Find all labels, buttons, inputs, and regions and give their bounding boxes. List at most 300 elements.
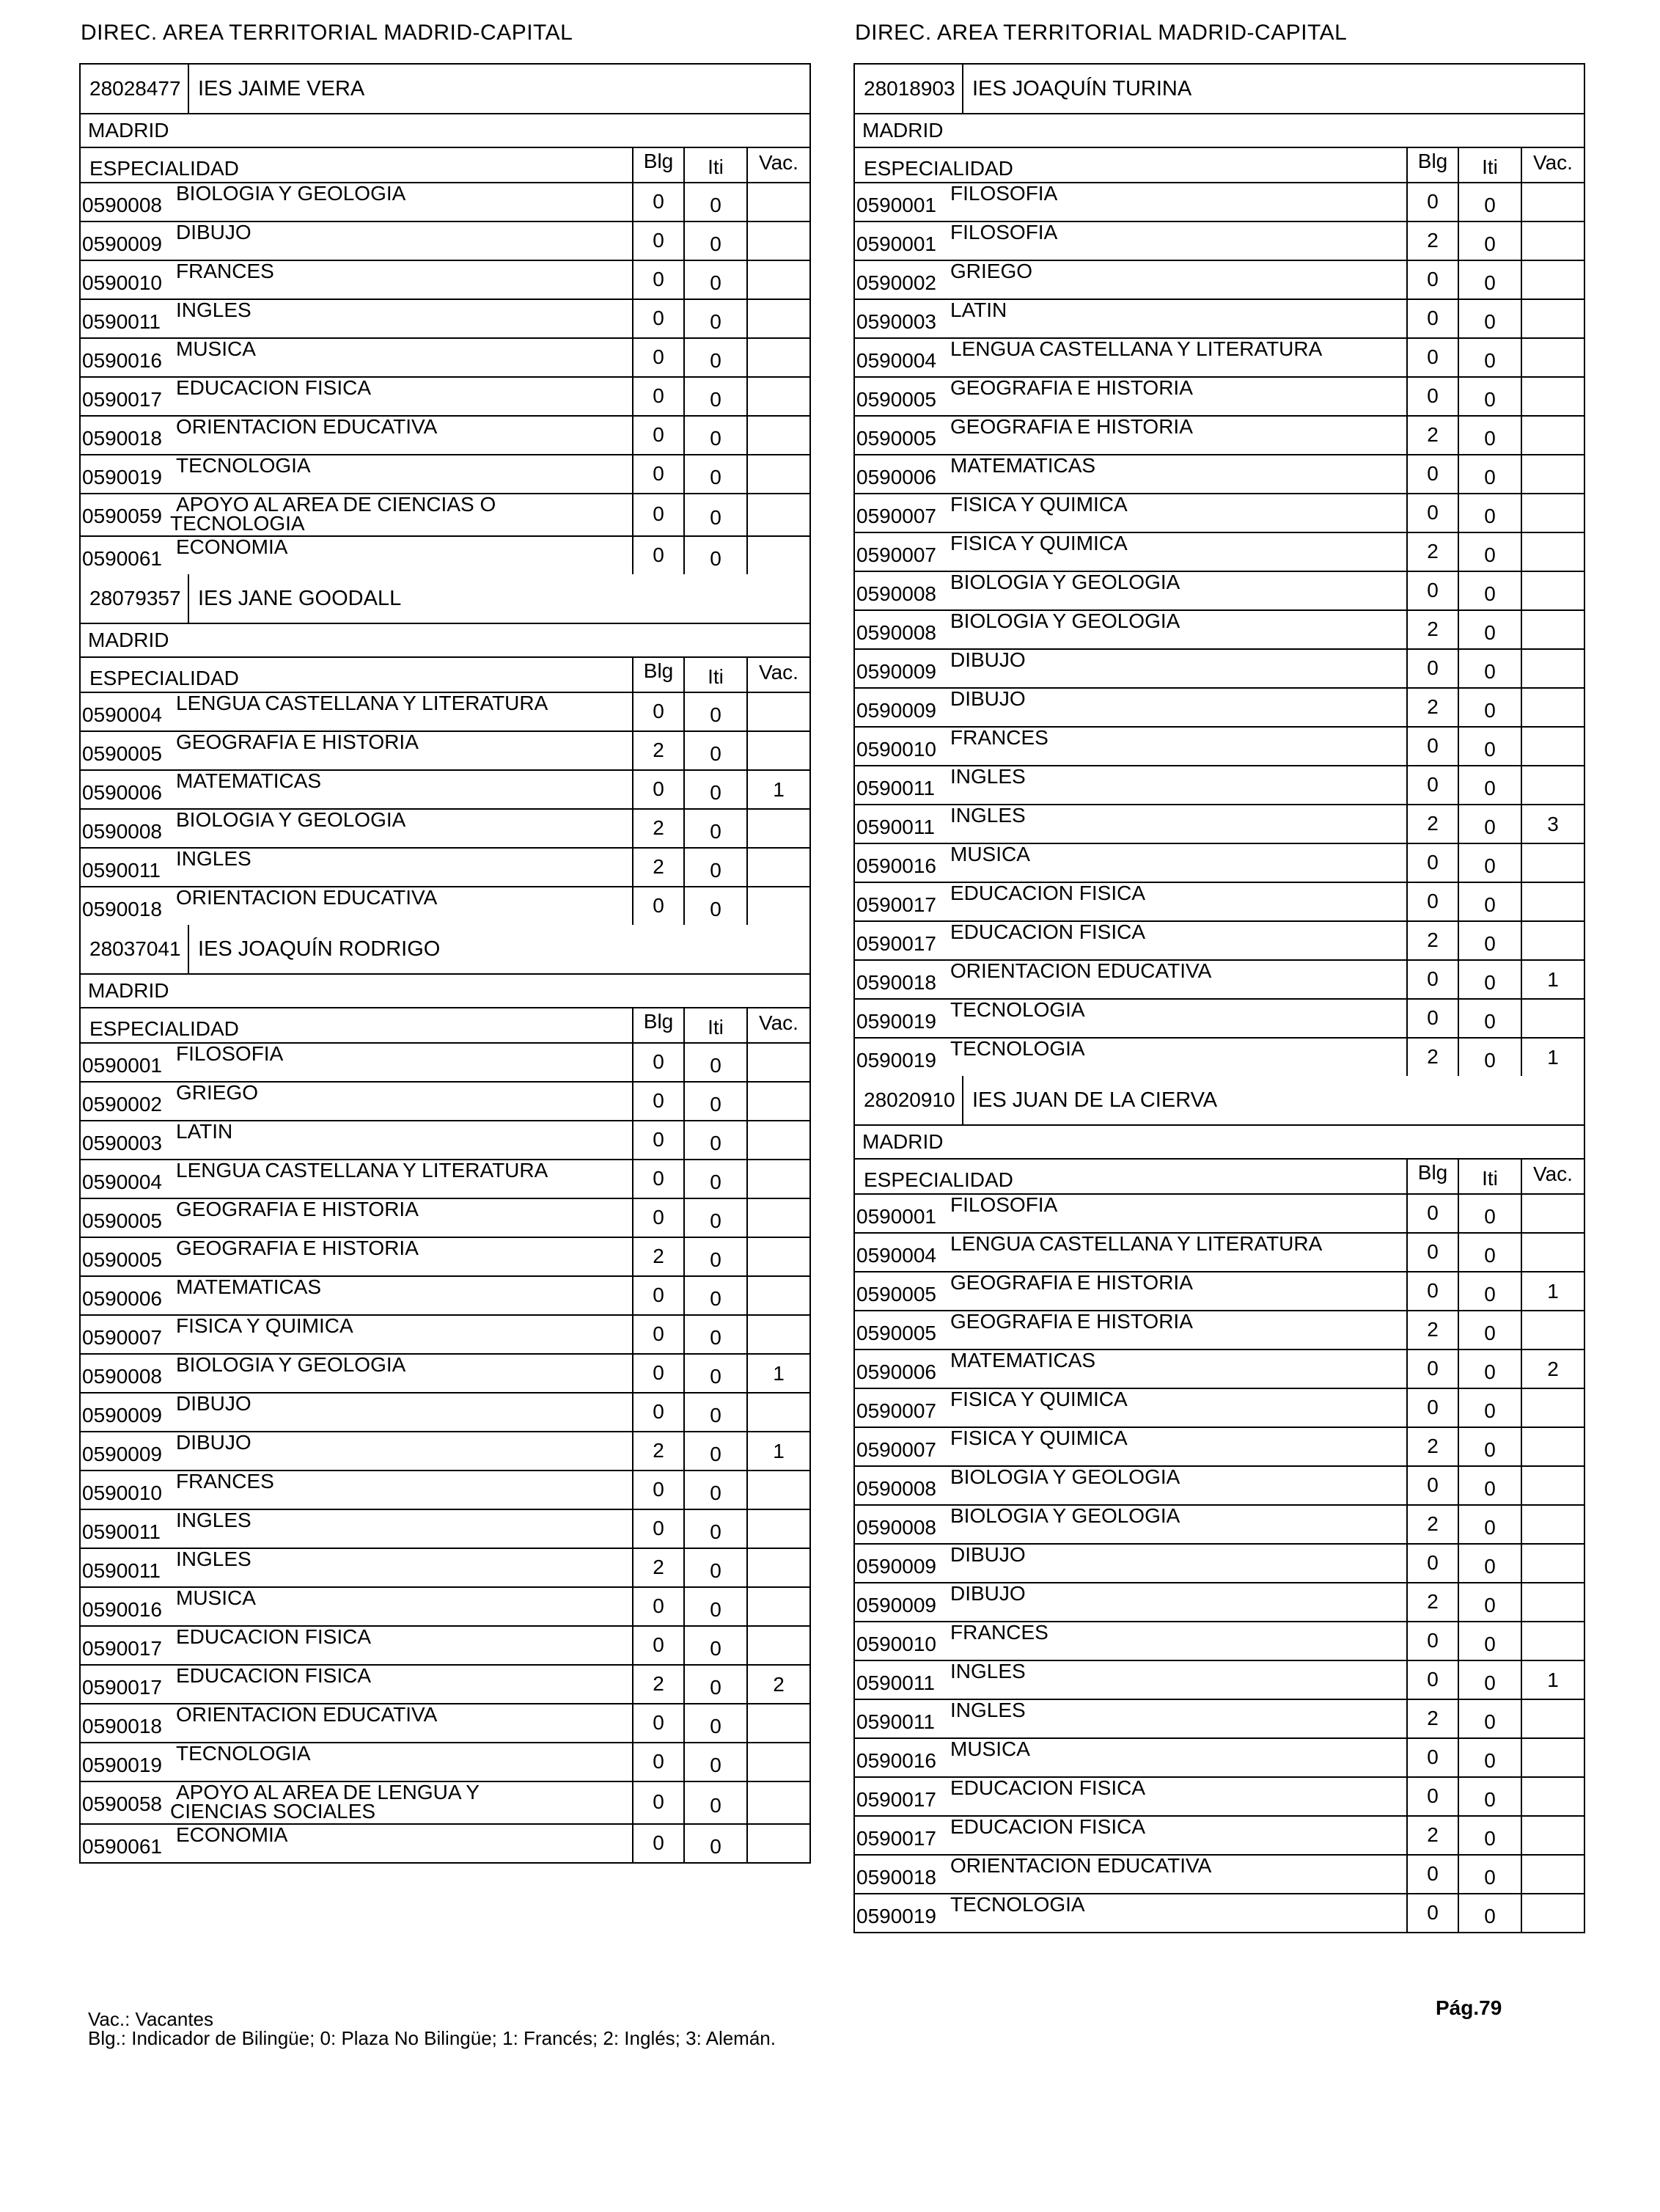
row-specialty	[855, 1350, 1406, 1388]
cell-blg: 0	[1406, 378, 1458, 415]
header-especialidad: ESPECIALIDAD	[864, 1168, 1013, 1191]
specialty-name-line: FILOSOFIA	[950, 1193, 1058, 1216]
table-header-row	[81, 1008, 809, 1044]
cell-iti: 0	[1458, 922, 1521, 959]
row-specialty	[855, 728, 1406, 765]
specialty-name-line: ORIENTACION EDUCATIVA	[176, 415, 438, 438]
specialty-code: 0590017	[82, 388, 163, 411]
specialty-name	[173, 1510, 632, 1548]
cell-blg: 0	[632, 771, 683, 808]
school-block	[853, 63, 1585, 1076]
specialty-code: 0590016	[82, 1598, 163, 1621]
cell-blg: 0	[1406, 183, 1458, 221]
specialty-name	[947, 183, 1406, 221]
specialty-name-line: GEOGRAFIA E HISTORIA	[950, 415, 1193, 438]
specialty-name	[947, 572, 1406, 609]
specialty-name	[947, 1350, 1406, 1388]
cell-blg: 2	[632, 849, 683, 886]
school-code: 28079357	[81, 574, 189, 623]
specialty-code: 0590004	[82, 703, 163, 726]
specialty-name	[173, 1316, 632, 1353]
school-code: 28028477	[81, 65, 189, 113]
table-header-row	[855, 1160, 1584, 1195]
specialty-name	[947, 1583, 1406, 1621]
specialty-name	[947, 1000, 1406, 1037]
specialty-name	[947, 1428, 1406, 1465]
cell-vac	[746, 1316, 809, 1353]
cell-iti: 0	[1458, 1894, 1521, 1932]
specialty-code: 0590019	[856, 1905, 937, 1927]
specialty-code: 0590018	[856, 971, 937, 994]
specialty-name-line: GEOGRAFIA E HISTORIA	[950, 1271, 1193, 1294]
cell-blg: 0	[1406, 961, 1458, 998]
cell-iti: 0	[1458, 766, 1521, 804]
row-specialty	[855, 1272, 1406, 1310]
specialty-name-line: MUSICA	[950, 843, 1030, 865]
specialty-name	[173, 537, 632, 574]
cell-iti: 0	[1458, 1700, 1521, 1737]
row-specialty	[855, 1389, 1406, 1427]
table-row	[855, 378, 1584, 417]
specialty-name-line: FISICA Y QUIMICA	[176, 1314, 353, 1337]
row-specialty	[81, 339, 632, 376]
cell-blg: 0	[1406, 650, 1458, 687]
specialty-name-line: EDUCACION FISICA	[176, 1625, 372, 1648]
cell-iti: 0	[1458, 533, 1521, 571]
header-especialidad: ESPECIALIDAD	[89, 157, 239, 180]
table-row	[81, 1044, 809, 1083]
row-specialty	[855, 844, 1406, 882]
row-specialty	[855, 183, 1406, 221]
specialty-name	[947, 805, 1406, 843]
cell-vac	[1521, 1311, 1584, 1349]
table-row	[855, 417, 1584, 455]
specialty-name-line: ORIENTACION EDUCATIVA	[176, 886, 438, 909]
header-iti: Iti	[683, 658, 746, 692]
row-specialty	[855, 1622, 1406, 1660]
table-row	[855, 1039, 1584, 1076]
table-row	[855, 339, 1584, 378]
specialty-name-line: EDUCACION FISICA	[176, 1664, 372, 1687]
cell-iti: 0	[683, 1432, 746, 1470]
table-row	[855, 300, 1584, 339]
header-blg: Blg	[632, 658, 683, 692]
cell-iti: 0	[1458, 1506, 1521, 1543]
cell-blg: 0	[632, 1044, 683, 1081]
cell-blg: 0	[632, 1510, 683, 1548]
school-town: MADRID	[81, 624, 809, 658]
cell-iti: 0	[1458, 728, 1521, 765]
table-row	[81, 222, 809, 261]
specialty-name-line: DIBUJO	[176, 1392, 251, 1415]
cell-vac	[1521, 728, 1584, 765]
specialty-name-line: GEOGRAFIA E HISTORIA	[176, 730, 419, 753]
cell-vac	[1521, 766, 1584, 804]
table-row	[855, 1234, 1584, 1272]
row-specialty	[81, 771, 632, 808]
cell-iti: 0	[1458, 1467, 1521, 1504]
cell-blg: 0	[632, 1704, 683, 1742]
cell-iti: 0	[1458, 650, 1521, 687]
cell-blg: 0	[632, 1627, 683, 1664]
row-specialty	[81, 1044, 632, 1081]
specialty-code: 0590008	[856, 582, 937, 605]
specialty-name	[173, 1471, 632, 1509]
cell-iti: 0	[1458, 1583, 1521, 1621]
specialty-code: 0590005	[82, 1209, 163, 1232]
specialty-name-line: INGLES	[176, 1509, 251, 1531]
school-block	[79, 574, 811, 925]
cell-iti: 0	[1458, 494, 1521, 532]
specialty-name-line: TECNOLOGIA	[950, 998, 1085, 1021]
school-town: MADRID	[81, 114, 809, 148]
cell-iti: 0	[683, 1782, 746, 1823]
specialty-name	[947, 378, 1406, 415]
cell-iti: 0	[683, 693, 746, 730]
specialty-name	[173, 1199, 632, 1237]
specialty-name-line: ECONOMIA	[176, 535, 288, 558]
specialty-name-line: FILOSOFIA	[950, 182, 1058, 205]
specialty-name-line: ORIENTACION EDUCATIVA	[950, 1854, 1212, 1877]
cell-vac	[746, 1238, 809, 1275]
specialty-name	[173, 1432, 632, 1470]
specialty-name	[173, 693, 632, 730]
cell-vac: 1	[1521, 1272, 1584, 1310]
specialty-name	[173, 222, 632, 260]
cell-vac	[1521, 1467, 1584, 1504]
specialty-name	[947, 1700, 1406, 1737]
cell-vac	[1521, 455, 1584, 493]
cell-vac	[1521, 1545, 1584, 1582]
cell-vac	[1521, 844, 1584, 882]
cell-vac	[1521, 1778, 1584, 1815]
specialty-name-line: BIOLOGIA Y GEOLOGIA	[950, 1504, 1180, 1527]
cell-vac	[746, 1743, 809, 1781]
school-block	[79, 925, 811, 1864]
table-row	[81, 455, 809, 494]
specialty-name	[173, 339, 632, 376]
specialty-name	[947, 611, 1406, 648]
row-specialty	[855, 1428, 1406, 1465]
specialty-code: 0590011	[82, 1520, 161, 1543]
table-row	[81, 1627, 809, 1666]
specialty-name	[173, 1588, 632, 1625]
specialty-name-line: CIENCIAS SOCIALES	[170, 1800, 376, 1823]
cell-blg: 0	[632, 1316, 683, 1353]
cell-blg: 0	[632, 693, 683, 730]
row-specialty	[81, 1160, 632, 1198]
specialty-name-line: DIBUJO	[950, 687, 1026, 710]
specialty-code: 0590011	[856, 816, 935, 838]
school-town: MADRID	[81, 975, 809, 1008]
specialty-code: 0590009	[856, 699, 937, 722]
specialty-code: 0590059	[82, 505, 163, 527]
specialty-code: 0590019	[856, 1049, 937, 1072]
specialty-code: 0590058	[82, 1792, 163, 1815]
school-name: IES JUAN DE LA CIERVA	[972, 1088, 1218, 1112]
cell-blg: 2	[632, 1666, 683, 1703]
cell-vac	[746, 1825, 809, 1862]
specialty-name	[947, 1661, 1406, 1699]
cell-iti: 0	[683, 300, 746, 337]
specialty-name-line: MATEMATICAS	[176, 769, 322, 792]
cell-blg: 0	[1406, 261, 1458, 299]
row-specialty	[81, 887, 632, 925]
specialty-name	[947, 1894, 1406, 1932]
specialty-name-line: FILOSOFIA	[950, 221, 1058, 243]
table-row	[855, 455, 1584, 494]
header-blg: Blg	[632, 148, 683, 182]
cell-blg: 0	[632, 1471, 683, 1509]
specialty-name-line: APOYO AL AREA DE CIENCIAS O	[176, 493, 496, 516]
cell-blg: 0	[1406, 844, 1458, 882]
specialty-name	[947, 1467, 1406, 1504]
specialty-name-line: GRIEGO	[176, 1081, 259, 1104]
row-specialty	[855, 455, 1406, 493]
row-specialty	[855, 1545, 1406, 1582]
school-name: IES JOAQUÍN TURINA	[972, 76, 1192, 100]
specialty-code: 0590010	[856, 738, 937, 761]
cell-iti: 0	[683, 771, 746, 808]
specialty-name	[173, 1743, 632, 1781]
table-row	[855, 650, 1584, 689]
specialty-code: 0590004	[82, 1171, 163, 1193]
row-specialty	[855, 533, 1406, 571]
cell-vac	[746, 810, 809, 847]
cell-iti: 0	[1458, 1622, 1521, 1660]
table-row	[81, 378, 809, 417]
table-row	[81, 1782, 809, 1825]
cell-iti: 0	[1458, 1856, 1521, 1893]
specialty-code: 0590016	[856, 854, 937, 877]
specialty-name	[173, 771, 632, 808]
cell-blg: 2	[1406, 611, 1458, 648]
cell-blg: 2	[1406, 533, 1458, 571]
table-row	[81, 1394, 809, 1432]
table-row	[855, 728, 1584, 766]
row-specialty	[81, 1083, 632, 1120]
cell-blg: 0	[632, 537, 683, 574]
specialty-name-line: INGLES	[176, 847, 251, 870]
specialty-name-line: GEOGRAFIA E HISTORIA	[950, 376, 1193, 399]
cell-vac	[1521, 689, 1584, 726]
cell-blg: 0	[1406, 1000, 1458, 1037]
cell-iti: 0	[683, 1277, 746, 1314]
cell-vac	[746, 339, 809, 376]
cell-vac	[746, 1277, 809, 1314]
specialty-name	[170, 493, 632, 535]
specialty-name	[947, 494, 1406, 532]
specialty-name-line: LATIN	[176, 1120, 233, 1143]
column-left	[79, 63, 811, 1864]
specialty-name	[947, 417, 1406, 454]
specialty-code: 0590008	[82, 820, 163, 843]
specialty-code: 0590008	[82, 194, 163, 216]
row-specialty	[855, 650, 1406, 687]
specialty-name-line: FRANCES	[176, 1470, 274, 1493]
cell-blg: 0	[632, 300, 683, 337]
cell-iti: 0	[683, 537, 746, 574]
page-number: Pág.79	[1436, 1996, 1502, 2019]
cell-iti: 0	[1458, 339, 1521, 376]
table-row	[855, 1894, 1584, 1932]
cell-blg: 0	[632, 222, 683, 260]
cell-blg: 2	[1406, 805, 1458, 843]
cell-blg: 0	[632, 1743, 683, 1781]
school-name: IES JANE GOODALL	[198, 586, 402, 610]
table-row	[81, 1588, 809, 1627]
cell-blg: 0	[1406, 1739, 1458, 1776]
specialty-code: 0590018	[82, 427, 163, 450]
cell-vac	[1521, 1700, 1584, 1737]
specialty-name	[947, 1272, 1406, 1310]
cell-blg: 0	[1406, 339, 1458, 376]
table-row	[855, 1545, 1584, 1583]
table-row	[81, 1083, 809, 1121]
cell-blg: 0	[1406, 300, 1458, 337]
specialty-name	[173, 1044, 632, 1081]
specialty-name	[173, 1825, 632, 1862]
specialty-name-line: BIOLOGIA Y GEOLOGIA	[950, 609, 1180, 632]
cell-vac	[746, 183, 809, 221]
table-row	[81, 1199, 809, 1238]
table-row	[855, 1739, 1584, 1778]
specialty-name	[173, 1083, 632, 1120]
specialty-name-line: BIOLOGIA Y GEOLOGIA	[176, 1353, 406, 1376]
specialty-code: 0590005	[856, 1283, 937, 1305]
school-town: MADRID	[855, 1126, 1584, 1160]
specialty-code: 0590005	[82, 1248, 163, 1271]
school-block	[79, 63, 811, 574]
legend-vacantes: Vac.: Vacantes	[88, 2008, 214, 2030]
specialty-code: 0590061	[82, 1835, 163, 1858]
specialty-code: 0590008	[856, 621, 937, 644]
table-row	[81, 1432, 809, 1471]
specialty-name	[173, 183, 632, 221]
cell-vac	[746, 455, 809, 493]
cell-blg: 0	[1406, 1622, 1458, 1660]
cell-iti: 0	[1458, 183, 1521, 221]
specialty-name	[173, 1666, 632, 1703]
cell-blg: 2	[1406, 922, 1458, 959]
cell-blg: 0	[632, 1199, 683, 1237]
cell-blg: 0	[1406, 572, 1458, 609]
cell-vac	[746, 417, 809, 454]
cell-vac	[746, 1549, 809, 1586]
cell-iti: 0	[1458, 1817, 1521, 1854]
cell-iti: 0	[683, 222, 746, 260]
row-specialty	[81, 1199, 632, 1237]
cell-vac	[746, 1704, 809, 1742]
specialty-code: 0590009	[82, 1404, 163, 1427]
cell-vac	[1521, 417, 1584, 454]
specialty-name-line: LENGUA CASTELLANA Y LITERATURA	[176, 692, 548, 714]
cell-blg: 0	[1406, 766, 1458, 804]
cell-iti: 0	[683, 1238, 746, 1275]
school-block	[853, 1076, 1585, 1933]
specialty-name	[947, 766, 1406, 804]
cell-iti: 0	[683, 1549, 746, 1586]
cell-vac	[746, 1394, 809, 1431]
cell-vac	[746, 300, 809, 337]
row-specialty	[81, 1782, 632, 1823]
row-specialty	[81, 494, 632, 535]
cell-iti: 0	[1458, 222, 1521, 260]
specialty-name	[947, 261, 1406, 299]
cell-vac	[1521, 611, 1584, 648]
cell-blg: 0	[632, 1394, 683, 1431]
specialty-name	[947, 455, 1406, 493]
row-specialty	[81, 1316, 632, 1353]
specialty-name	[947, 1856, 1406, 1893]
cell-iti: 0	[683, 494, 746, 535]
cell-iti: 0	[1458, 805, 1521, 843]
row-specialty	[855, 378, 1406, 415]
table-row	[81, 183, 809, 222]
cell-iti: 0	[683, 732, 746, 769]
cell-vac	[746, 378, 809, 415]
table-row	[81, 1277, 809, 1316]
specialty-code: 0590001	[82, 1054, 163, 1077]
specialty-name-line: GEOGRAFIA E HISTORIA	[950, 1310, 1193, 1333]
table-row	[81, 300, 809, 339]
header-blg: Blg	[1406, 148, 1458, 182]
cell-vac	[746, 261, 809, 299]
cell-blg: 0	[1406, 1389, 1458, 1427]
cell-vac	[1521, 922, 1584, 959]
table-row	[855, 766, 1584, 805]
cell-blg: 0	[1406, 455, 1458, 493]
cell-blg: 0	[632, 1355, 683, 1392]
cell-blg: 0	[1406, 1856, 1458, 1893]
specialty-name-line: APOYO AL AREA DE LENGUA Y	[176, 1781, 480, 1803]
table-row	[855, 222, 1584, 261]
specialty-code: 0590005	[856, 1322, 937, 1344]
specialty-name	[173, 1160, 632, 1198]
specialty-name-line: EDUCACION FISICA	[950, 1776, 1146, 1799]
specialty-name-line: DIBUJO	[950, 1543, 1026, 1566]
cell-vac	[746, 494, 809, 535]
specialty-name-line: TECNOLOGIA	[176, 1742, 311, 1765]
cell-blg: 0	[1406, 1661, 1458, 1699]
cell-vac	[746, 1588, 809, 1625]
specialty-name-line: BIOLOGIA Y GEOLOGIA	[176, 808, 406, 831]
row-specialty	[855, 961, 1406, 998]
cell-blg: 0	[1406, 1778, 1458, 1815]
cell-iti: 0	[683, 261, 746, 299]
school-name: IES JAIME VERA	[198, 76, 365, 100]
table-row	[855, 1195, 1584, 1234]
cell-blg: 2	[1406, 689, 1458, 726]
specialty-code: 0590009	[82, 232, 163, 255]
cell-vac	[1521, 494, 1584, 532]
specialty-name-line: ECONOMIA	[176, 1823, 288, 1846]
specialty-name	[173, 887, 632, 925]
row-specialty	[81, 378, 632, 415]
specialty-name	[947, 1622, 1406, 1660]
specialty-name-line: GRIEGO	[950, 260, 1033, 282]
specialty-name-line: BIOLOGIA Y GEOLOGIA	[950, 571, 1180, 593]
header-blg: Blg	[1406, 1160, 1458, 1193]
cell-vac: 2	[1521, 1350, 1584, 1388]
specialty-name-line: FISICA Y QUIMICA	[950, 532, 1128, 554]
table-row	[81, 693, 809, 732]
specialty-name	[947, 1039, 1406, 1076]
row-specialty	[855, 1506, 1406, 1543]
specialty-name-line: TECNOLOGIA	[950, 1893, 1085, 1916]
cell-iti: 0	[1458, 572, 1521, 609]
specialty-name-line: MUSICA	[176, 337, 256, 360]
